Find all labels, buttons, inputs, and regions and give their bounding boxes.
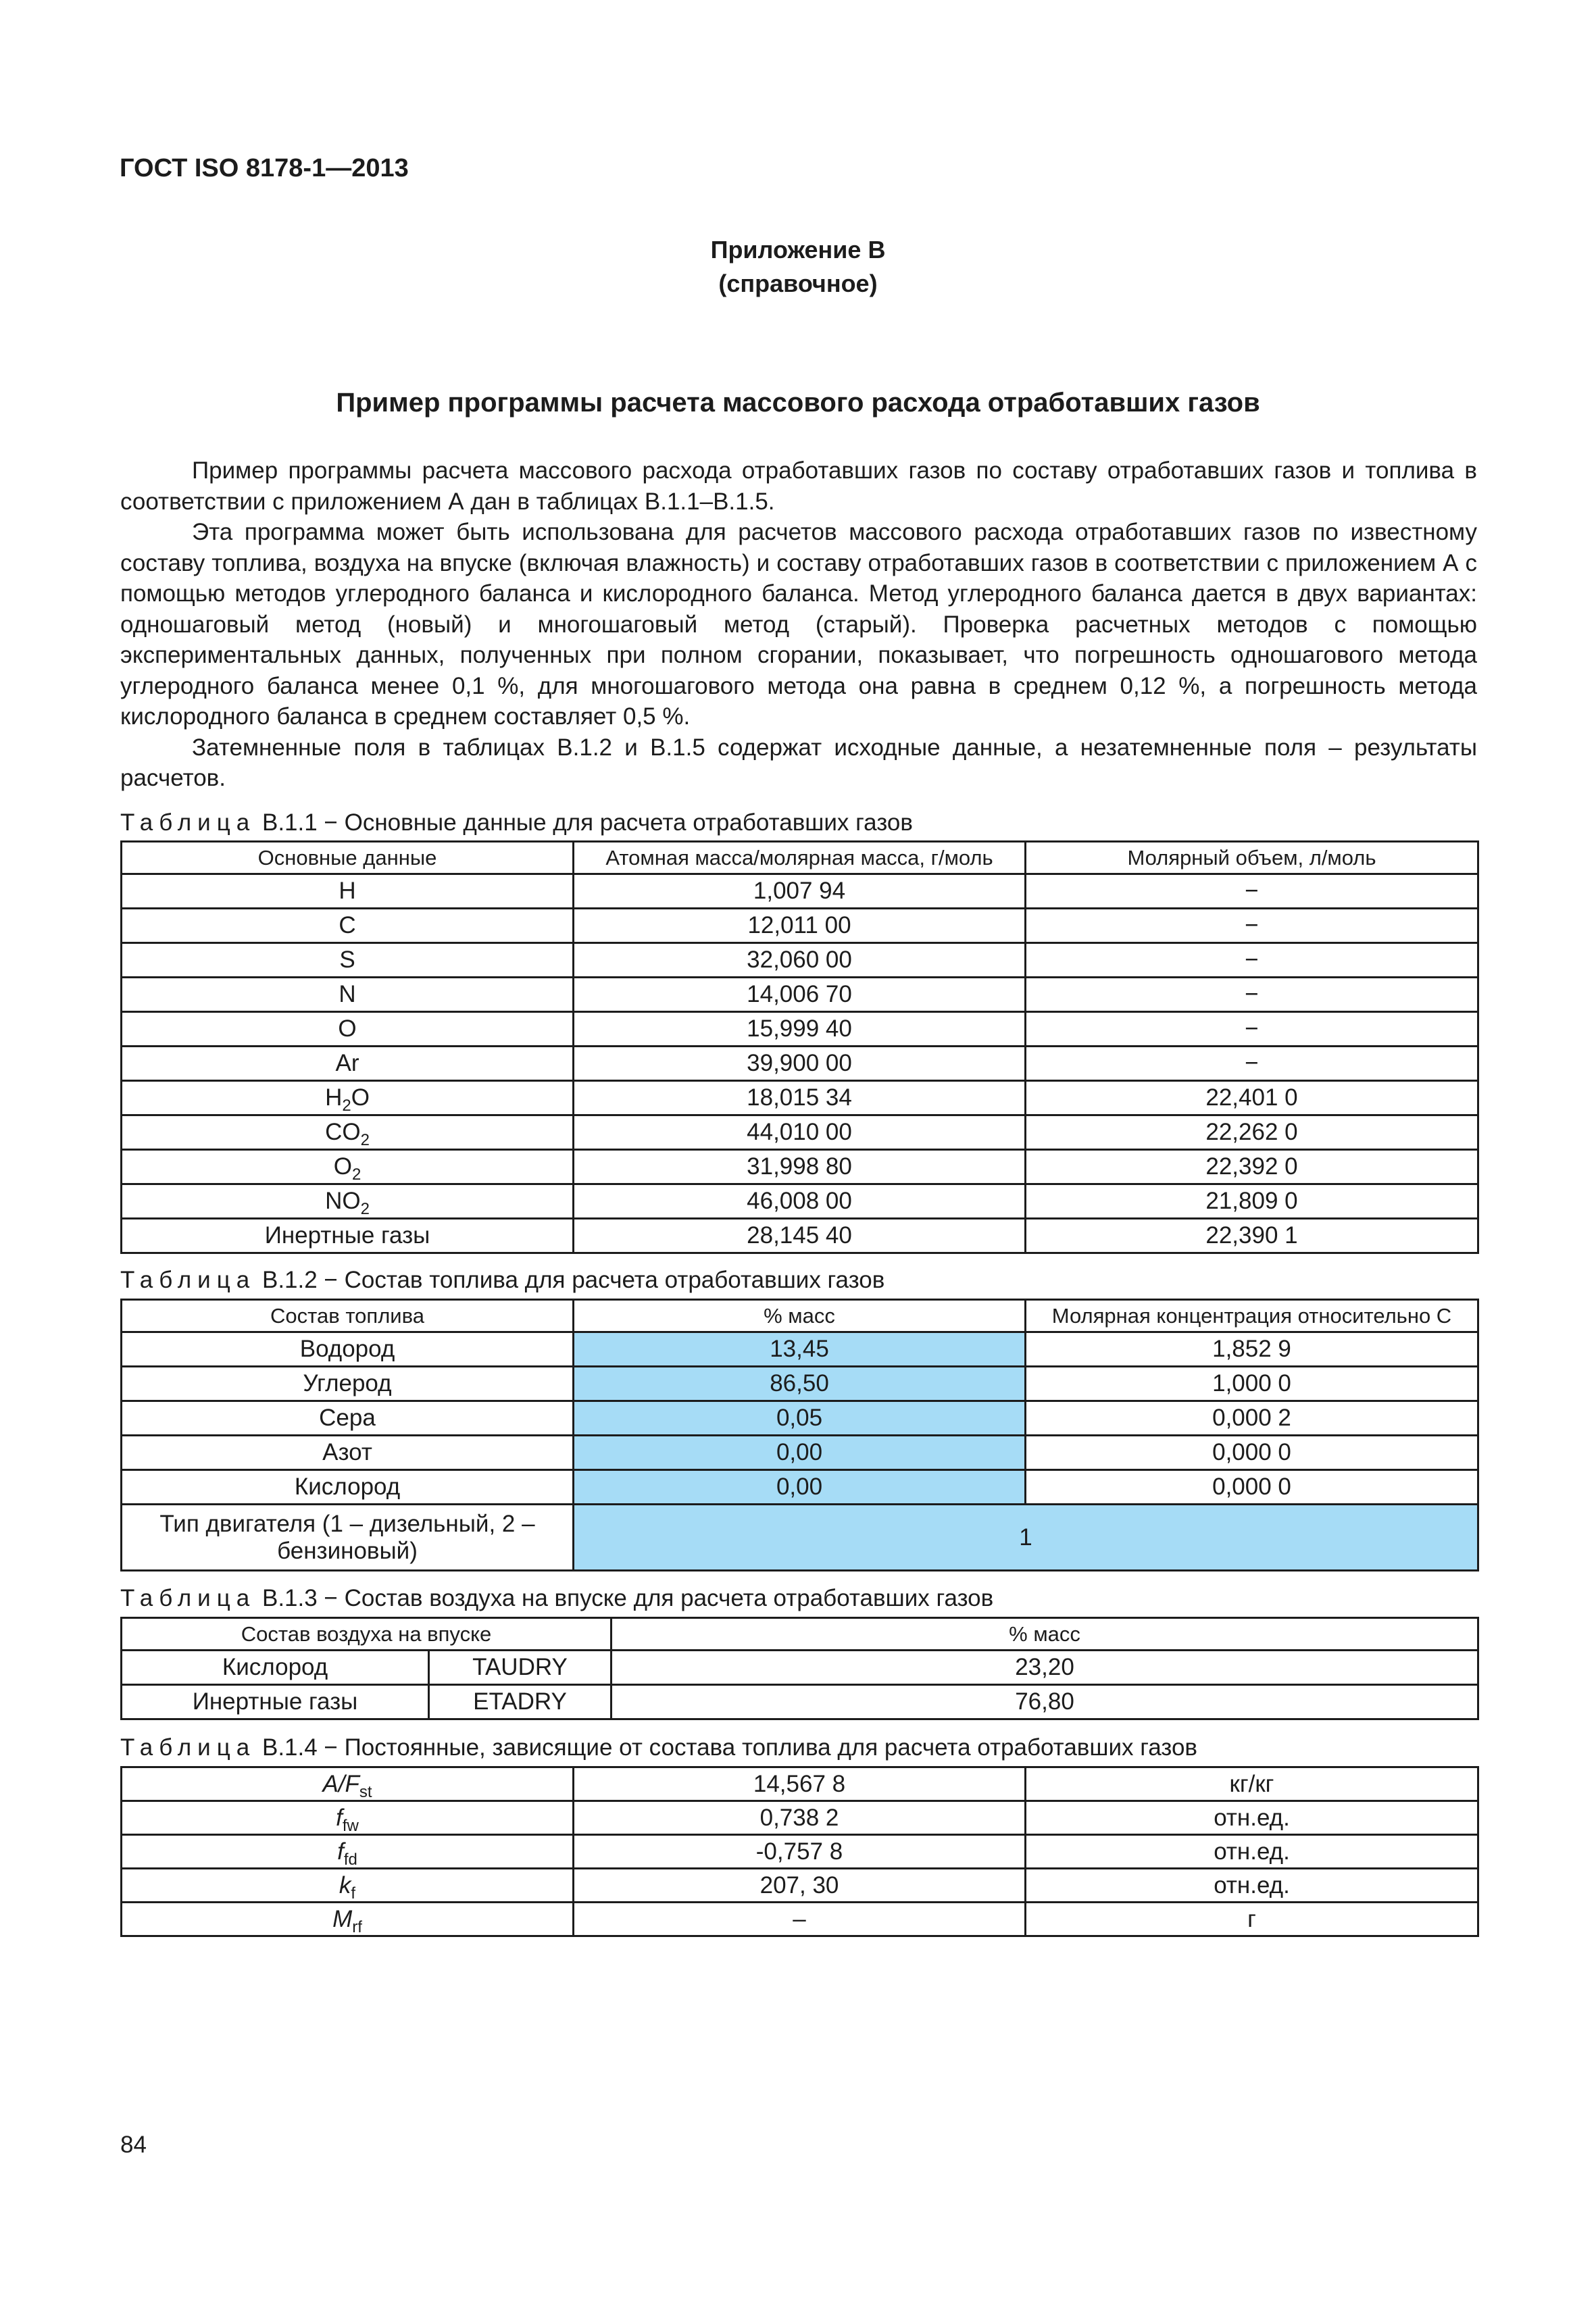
table-label: Таблица [120,1734,256,1761]
intro-paragraph-2: Эта программа может быть использована для расчетов массового расхода отработавших газов по известному составу топлива, воздуха на впуске (включая влажность) и составу отработавших газов в соответствии с приложением А с помощью методов углеродного баланса и кислородного баланса. Метод углеродного баланса дается в двух вариантах: одношаговый метод (новый) и многошаговый метод (старый). Проверка расчетных методов с помощью экспериментальных данных, полученных при полном сгорании, показывает, что погрешность одношагового метода углеродного баланса менее 0,1 %, для многошагового метода она равна в среднем 0,12 %, а погрешность метода кислородного баланса в среднем составляет 0,5 %. [120,519,1477,730]
column-header: Атомная масса/молярная масса, г/моль [574,842,1026,874]
intro-text [120,455,1477,794]
volume-cell: − [1026,874,1478,909]
table-row [122,874,1478,909]
element-name: C [339,912,356,938]
element-cell [122,1012,574,1047]
table-caption-text: − Основные данные для расчета отработавших газов [317,809,913,836]
table-header-row [122,1300,1478,1332]
table-number: В.1.3 [261,1585,318,1611]
annex-title: Приложение В [710,236,886,263]
symbol-cell [122,1903,574,1936]
element-name: Ar [335,1050,359,1076]
mass-cell: 12,011 00 [574,909,1026,943]
element-cell [122,909,574,943]
symbol-cell [122,1835,574,1869]
symbol-subscript: fw [342,1816,359,1835]
component-cell: Кислород [122,1651,429,1685]
volume-cell: 22,390 1 [1026,1219,1478,1253]
column-header: % масс [612,1618,1478,1651]
table-4-caption [120,1733,1197,1763]
symbol: k [339,1871,351,1898]
table-label: Таблица [120,809,256,836]
column-header: Состав воздуха на впуске [122,1618,612,1651]
mass-input-cell[interactable]: 0,00 [574,1436,1026,1470]
symbol-subscript: rf [352,1917,362,1936]
table-basic-data [120,840,1479,1254]
mass-cell: 18,015 34 [574,1081,1026,1115]
volume-cell: 21,809 0 [1026,1184,1478,1219]
table-row [122,1767,1478,1801]
table-2-caption [120,1265,884,1295]
symbol-cell [122,1767,574,1801]
symbol-subscript: st [359,1782,372,1801]
table-row [122,1401,1478,1436]
table-intake-air [120,1617,1479,1720]
table-number: В.1.4 [261,1734,318,1761]
mass-cell: 31,998 80 [574,1150,1026,1184]
table-row [122,1651,1478,1685]
concentration-cell: 1,852 9 [1026,1332,1478,1367]
symbol: f [336,1804,343,1831]
intro-paragraph-1: Пример программы расчета массового расхода отработавших газов по составу отработавших газов и топлива в соответствии с приложением А дан в таблицах В.1.1–В.1.5. [120,457,1477,515]
table-row [122,1150,1478,1184]
mass-cell: 28,145 40 [574,1219,1026,1253]
annex-heading: Пример программы расчета массового расхода отработавших газов [336,388,1260,418]
table-row [122,978,1478,1012]
volume-cell: − [1026,978,1478,1012]
table-fuel-composition [120,1299,1479,1571]
table-row [122,1184,1478,1219]
standard-designation: ГОСТ ISO 8178-1—2013 [120,154,409,182]
component-cell: Азот [122,1436,574,1470]
element-name: Инертные газы [264,1222,430,1249]
table-number: В.1.2 [261,1267,318,1293]
table-row [122,1115,1478,1150]
volume-cell: 22,262 0 [1026,1115,1478,1150]
table-header-row [122,842,1478,874]
unit-cell: отн.ед. [1026,1869,1478,1903]
symbol: f [337,1838,344,1865]
component-cell: Инертные газы [122,1685,429,1719]
table-row [122,1869,1478,1903]
intro-paragraph-3: Затемненные поля в таблицах В.1.2 и В.1.5 содержат исходные данные, а незатемненные поля – результаты расчетов. [120,734,1477,791]
element-suffix: O [351,1084,370,1111]
element-subscript: 2 [342,1097,351,1115]
volume-cell: 22,401 0 [1026,1081,1478,1115]
component-cell: Сера [122,1401,574,1436]
mass-input-cell[interactable]: 0,00 [574,1470,1026,1505]
mass-input-cell[interactable]: 0,05 [574,1401,1026,1436]
table-row [122,1332,1478,1367]
table-row [122,943,1478,978]
concentration-cell: 1,000 0 [1026,1367,1478,1401]
concentration-cell: 0,000 0 [1026,1436,1478,1470]
element-name: H [339,878,356,904]
element-name: S [339,947,355,973]
table-1-caption [120,808,913,838]
symbol-subscript: fd [343,1850,357,1869]
table-row [122,1012,1478,1047]
mass-cell: 76,80 [612,1685,1478,1719]
column-header: Молярная концентрация относительно С [1026,1300,1478,1332]
table-caption-text: − Постоянные, зависящие от состава топлива для расчета отработавших газов [317,1734,1198,1761]
element-name: O [338,1015,357,1042]
component-cell: Водород [122,1332,574,1367]
concentration-cell: 0,000 2 [1026,1401,1478,1436]
mass-input-cell[interactable]: 13,45 [574,1332,1026,1367]
table-row [122,909,1478,943]
table-row [122,1801,1478,1835]
table-label: Таблица [120,1585,256,1611]
table-caption-text: − Состав воздуха на впуске для расчета отработавших газов [317,1585,994,1611]
value-cell: 14,567 8 [574,1767,1026,1801]
table-row [122,1219,1478,1253]
table-caption-text: − Состав топлива для расчета отработавших газов [317,1267,885,1293]
element-cell [122,1081,574,1115]
element-cell [122,943,574,978]
element-name: H [325,1084,343,1111]
element-subscript: 2 [351,1165,361,1184]
mass-cell: 39,900 00 [574,1047,1026,1081]
mass-input-cell[interactable]: 86,50 [574,1367,1026,1401]
engine-type-input-cell[interactable]: 1 [574,1505,1478,1571]
element-name: N [339,981,356,1007]
element-cell [122,874,574,909]
table-fuel-constants [120,1766,1479,1937]
unit-cell: отн.ед. [1026,1835,1478,1869]
element-cell [122,978,574,1012]
engine-type-label: Тип двигателя (1 – дизельный, 2 – бензиновый) [122,1505,574,1571]
table-label: Таблица [120,1267,256,1293]
element-cell [122,1219,574,1253]
table-number: В.1.1 [261,809,318,836]
element-name: NO [325,1188,361,1214]
mass-cell: 15,999 40 [574,1012,1026,1047]
mass-cell: 23,20 [612,1651,1478,1685]
symbol: A/F [322,1770,359,1797]
value-cell: -0,757 8 [574,1835,1026,1869]
column-header: % масс [574,1300,1026,1332]
volume-cell: − [1026,1012,1478,1047]
element-name: O [333,1153,352,1180]
column-header: Состав топлива [122,1300,574,1332]
element-cell [122,1150,574,1184]
table-row [122,1835,1478,1869]
volume-cell: − [1026,909,1478,943]
mass-cell: 44,010 00 [574,1115,1026,1150]
component-cell: Углерод [122,1367,574,1401]
unit-cell: кг/кг [1026,1767,1478,1801]
volume-cell: − [1026,943,1478,978]
element-cell [122,1184,574,1219]
volume-cell: 22,392 0 [1026,1150,1478,1184]
element-cell [122,1047,574,1081]
code-cell: TAUDRY [429,1651,612,1685]
table-row [122,1470,1478,1505]
table-header-row [122,1618,1478,1651]
symbol-cell [122,1869,574,1903]
table-row [122,1685,1478,1719]
column-header: Молярный объем, л/моль [1026,842,1478,874]
page-number: 84 [120,2132,147,2158]
engine-type-row [122,1505,1478,1571]
component-cell: Кислород [122,1470,574,1505]
column-header: Основные данные [122,842,574,874]
table-row [122,1047,1478,1081]
annex-type: (справочное) [718,270,878,297]
element-name: CO [325,1119,361,1145]
value-cell: – [574,1903,1026,1936]
element-subscript: 2 [360,1200,370,1218]
table-row [122,1367,1478,1401]
volume-cell: − [1026,1047,1478,1081]
symbol-subscript: f [351,1884,356,1903]
unit-cell: отн.ед. [1026,1801,1478,1835]
value-cell: 0,738 2 [574,1801,1026,1835]
mass-cell: 46,008 00 [574,1184,1026,1219]
code-cell: ETADRY [429,1685,612,1719]
table-3-caption [120,1584,993,1613]
unit-cell: г [1026,1903,1478,1936]
element-subscript: 2 [360,1131,370,1149]
table-row [122,1081,1478,1115]
mass-cell: 1,007 94 [574,874,1026,909]
symbol-cell [122,1801,574,1835]
mass-cell: 14,006 70 [574,978,1026,1012]
element-cell [122,1115,574,1150]
value-cell: 207, 30 [574,1869,1026,1903]
table-row [122,1903,1478,1936]
symbol: M [332,1905,353,1932]
table-row [122,1436,1478,1470]
mass-cell: 32,060 00 [574,943,1026,978]
concentration-cell: 0,000 0 [1026,1470,1478,1505]
